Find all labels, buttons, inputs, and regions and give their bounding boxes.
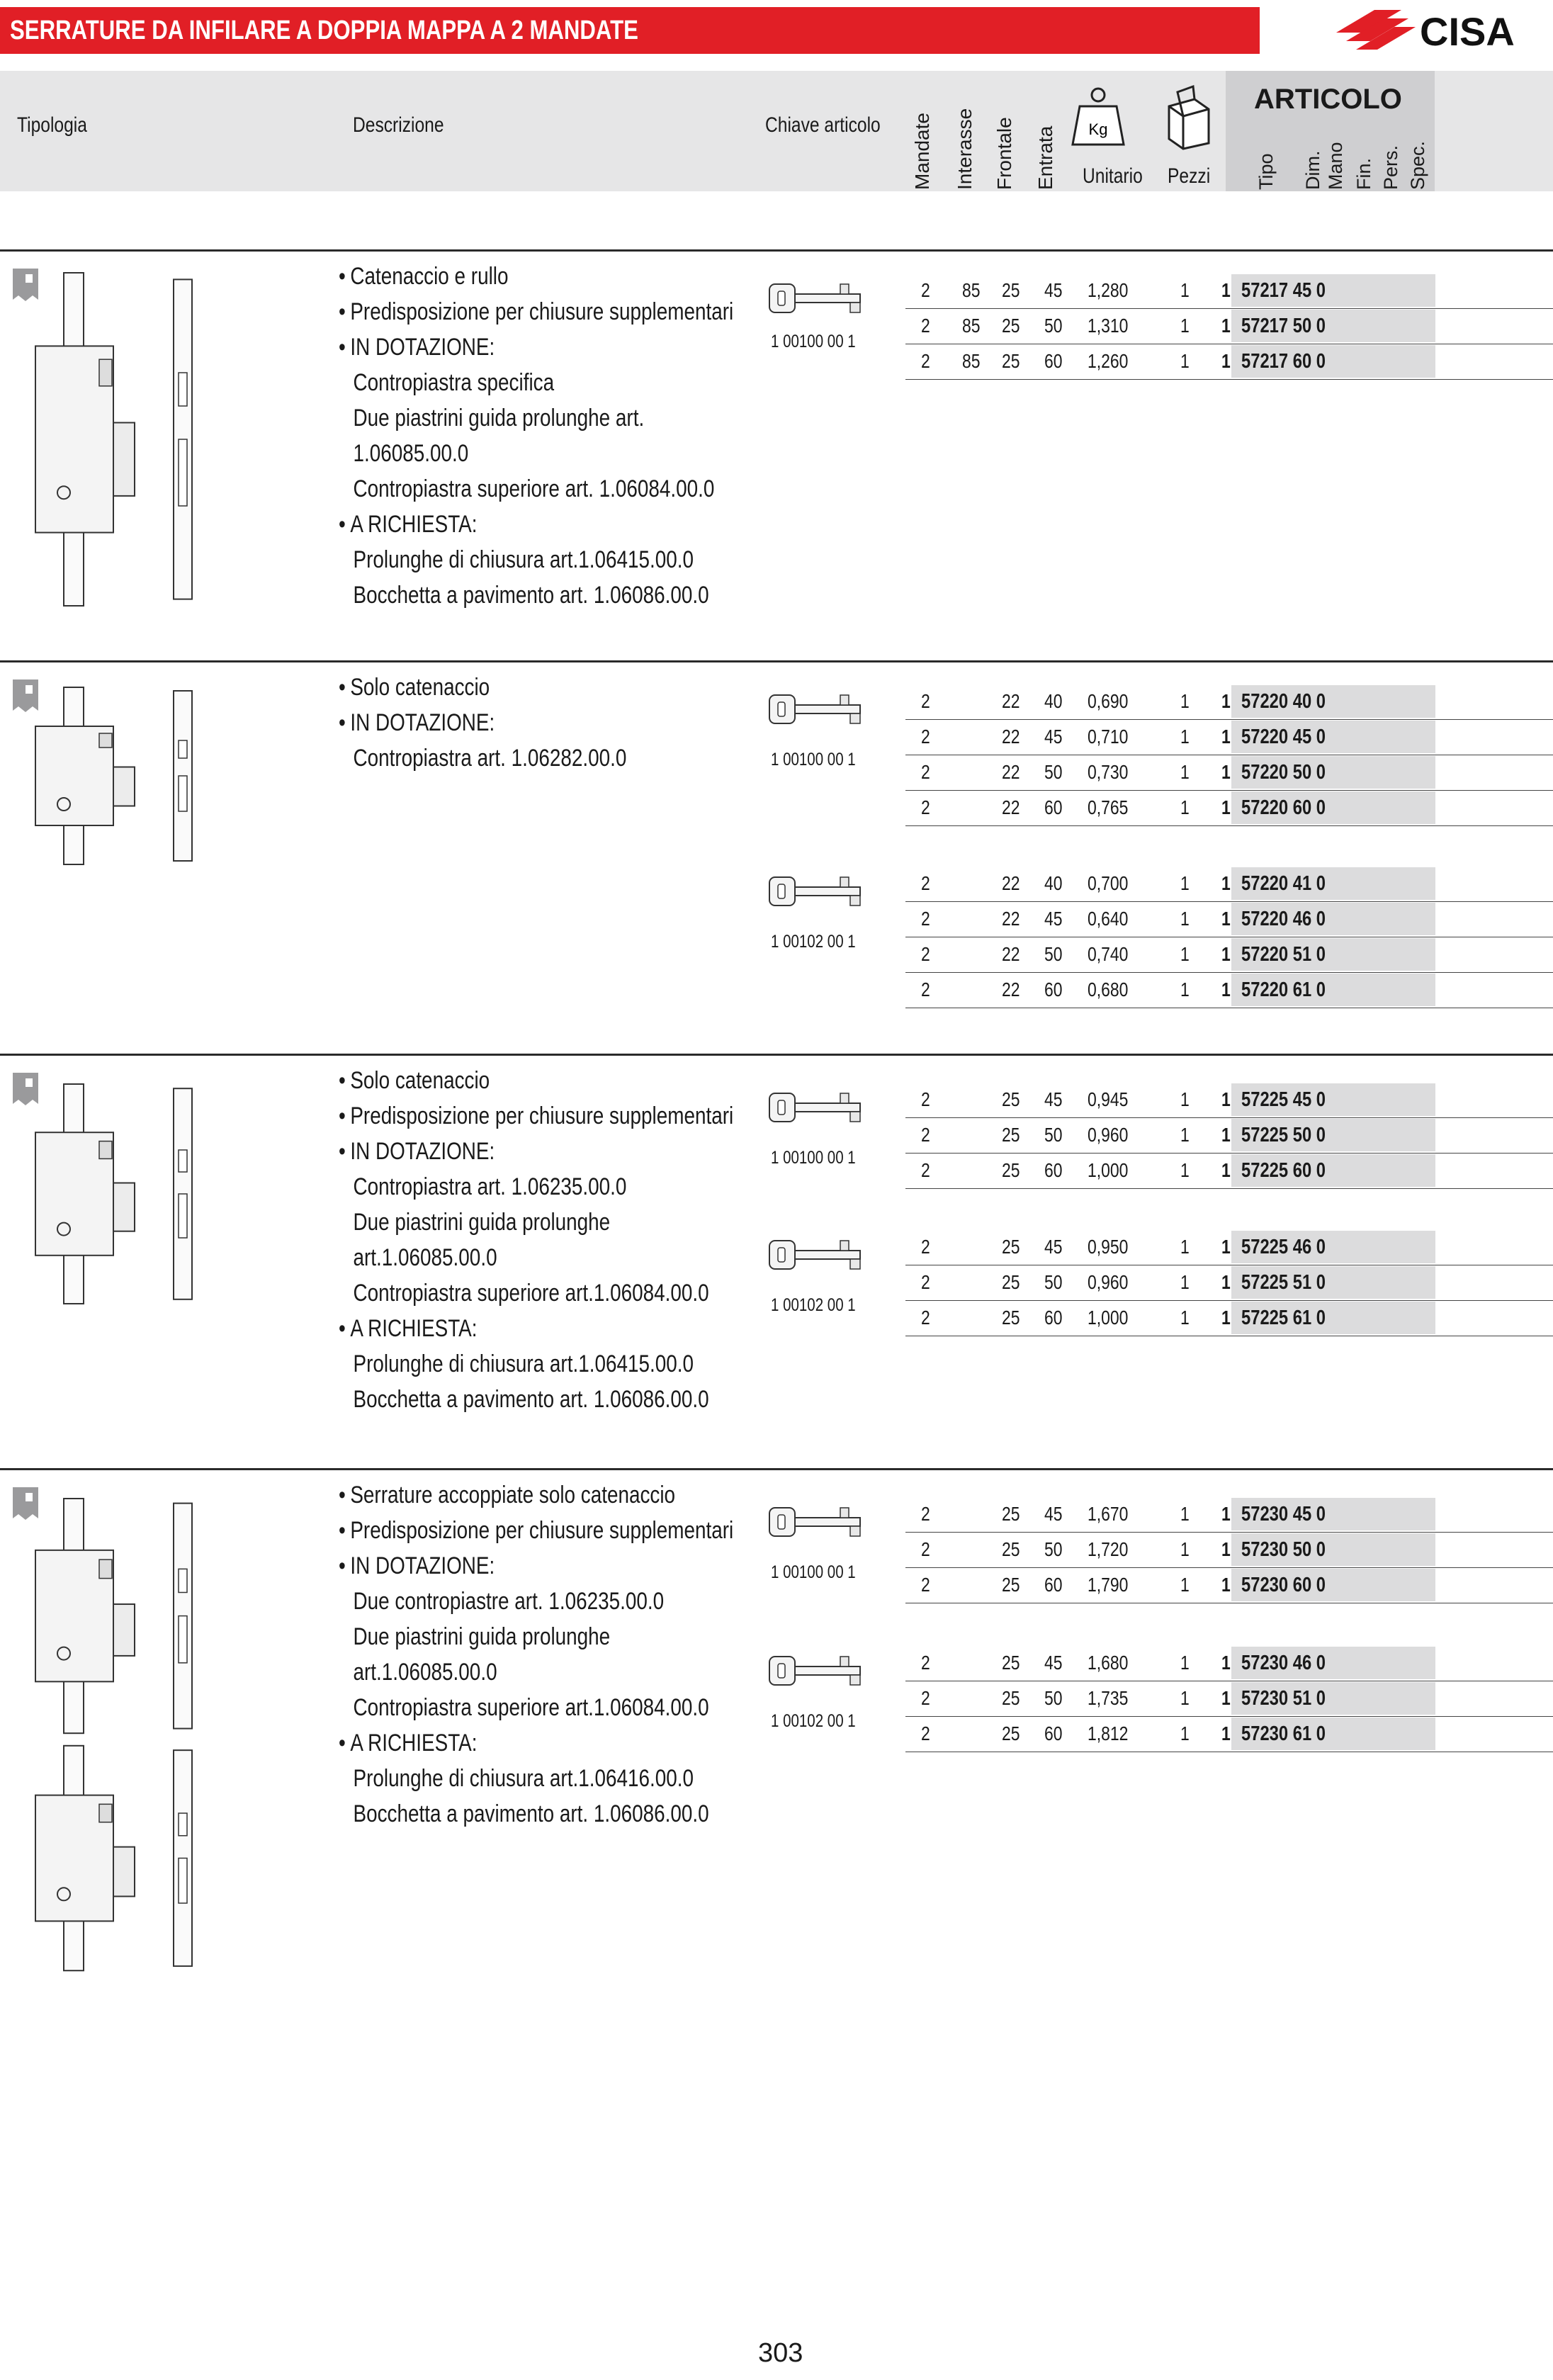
article-code: 57220 60 0 bbox=[1241, 796, 1326, 819]
table-cell: 25 bbox=[1002, 279, 1020, 301]
table-cell: 1 bbox=[1180, 943, 1190, 965]
table-cell: 1 bbox=[1180, 315, 1190, 337]
article-code: 57230 46 0 bbox=[1241, 1652, 1326, 1674]
page-title: SERRATURE DA INFILARE A DOPPIA MAPPA A 2 MANDATE bbox=[10, 16, 638, 45]
col-mandate: Mandate bbox=[911, 113, 933, 190]
table-cell: 1 bbox=[1180, 1687, 1190, 1709]
row-rule bbox=[905, 1188, 1553, 1189]
table-cell: 1 bbox=[1221, 1088, 1231, 1110]
key-icon bbox=[767, 1089, 873, 1126]
table-cell: 2 bbox=[921, 796, 930, 818]
description-line: Contropiastra superiore art.1.06084.00.0 bbox=[353, 1694, 709, 1721]
table-cell: 1 bbox=[1221, 1271, 1231, 1293]
article-code: 57220 51 0 bbox=[1241, 943, 1326, 966]
section-divider bbox=[0, 660, 1553, 662]
table-cell: 0,765 bbox=[1088, 796, 1129, 818]
table-cell: 22 bbox=[1002, 690, 1020, 712]
table-cell: 1 bbox=[1221, 1652, 1231, 1674]
table-cell: 50 bbox=[1044, 315, 1063, 337]
description-line: • IN DOTAZIONE: bbox=[339, 705, 529, 740]
col-interasse: Interasse bbox=[954, 108, 976, 190]
description-line: 1.06085.00.0 bbox=[353, 440, 469, 467]
table-cell: 2 bbox=[921, 943, 930, 965]
table-cell: 1 bbox=[1221, 690, 1231, 712]
table-cell: 2 bbox=[921, 1722, 930, 1744]
table-cell: 1 bbox=[1221, 1307, 1231, 1329]
table-cell: 1 bbox=[1221, 726, 1231, 748]
articolo-label: ARTICOLO bbox=[1254, 84, 1402, 115]
table-cell: 22 bbox=[1002, 908, 1020, 930]
table-cell: 25 bbox=[1002, 1652, 1020, 1674]
table-cell: 25 bbox=[1002, 1687, 1020, 1709]
description-line: Bocchetta a pavimento art. 1.06086.00.0 bbox=[353, 1800, 709, 1827]
description-line: • Solo catenaccio bbox=[339, 1063, 523, 1098]
table-cell: 1,680 bbox=[1088, 1652, 1129, 1674]
col-chiave: Chiave articolo bbox=[765, 113, 881, 137]
table-cell: 1 bbox=[1221, 1159, 1231, 1181]
article-code: 57220 46 0 bbox=[1241, 908, 1326, 930]
table-cell: 1,735 bbox=[1088, 1687, 1129, 1709]
col-entrata: Entrata bbox=[1034, 125, 1056, 190]
svg-text:Kg: Kg bbox=[1088, 120, 1108, 138]
table-cell: 1 bbox=[1221, 1687, 1231, 1709]
table-cell: 2 bbox=[921, 1307, 930, 1329]
table-cell: 1,310 bbox=[1088, 315, 1129, 337]
table-cell: 1 bbox=[1221, 761, 1231, 783]
table-cell: 1 bbox=[1180, 761, 1190, 783]
table-cell: 25 bbox=[1002, 1503, 1020, 1525]
table-cell: 1 bbox=[1221, 908, 1231, 930]
table-cell: 1 bbox=[1221, 978, 1231, 1000]
article-code: 57217 50 0 bbox=[1241, 315, 1326, 337]
weight-icon bbox=[1070, 82, 1126, 150]
article-code: 57230 51 0 bbox=[1241, 1687, 1326, 1710]
table-cell: 1 bbox=[1180, 1722, 1190, 1744]
table-cell: 2 bbox=[921, 872, 930, 894]
box-icon bbox=[1162, 81, 1216, 152]
table-cell: 0,690 bbox=[1088, 690, 1129, 712]
table-cell: 45 bbox=[1044, 1088, 1063, 1110]
table-cell: 40 bbox=[1044, 690, 1063, 712]
table-cell: 40 bbox=[1044, 872, 1063, 894]
svg-text:CISA: CISA bbox=[1420, 9, 1515, 54]
key-icon bbox=[767, 691, 873, 728]
description-line: • Predisposizione per chiusure supplementari bbox=[339, 294, 820, 329]
table-cell: 2 bbox=[921, 350, 930, 372]
table-cell: 25 bbox=[1002, 1574, 1020, 1596]
col-dim: Dim. bbox=[1302, 150, 1323, 190]
table-cell: 45 bbox=[1044, 1503, 1063, 1525]
table-cell: 85 bbox=[962, 279, 981, 301]
description-line: Bocchetta a pavimento art. 1.06086.00.0 bbox=[353, 1386, 709, 1413]
description-line: Due piastrini guida prolunghe bbox=[353, 1623, 611, 1650]
table-cell: 25 bbox=[1002, 315, 1020, 337]
article-code: 57220 40 0 bbox=[1241, 690, 1326, 713]
description-line: Contropiastra specifica bbox=[353, 369, 555, 396]
table-cell: 25 bbox=[1002, 1271, 1020, 1293]
page-number: 303 bbox=[758, 2338, 803, 2368]
table-cell: 50 bbox=[1044, 1538, 1063, 1560]
description-line: • IN DOTAZIONE: bbox=[339, 1548, 529, 1584]
table-cell: 1 bbox=[1221, 1503, 1231, 1525]
table-cell: 0,740 bbox=[1088, 943, 1129, 965]
description-line: • A RICHIESTA: bbox=[339, 507, 507, 542]
table-cell: 2 bbox=[921, 726, 930, 748]
table-cell: 25 bbox=[1002, 1159, 1020, 1181]
table-cell: 0,710 bbox=[1088, 726, 1129, 748]
description-line: Contropiastra superiore art.1.06084.00.0 bbox=[353, 1280, 709, 1307]
key-code: 1 00102 00 1 bbox=[771, 932, 856, 952]
table-cell: 25 bbox=[1002, 1538, 1020, 1560]
table-cell: 1 bbox=[1180, 350, 1190, 372]
table-cell: 25 bbox=[1002, 1088, 1020, 1110]
description-line: Bocchetta a pavimento art. 1.06086.00.0 bbox=[353, 582, 709, 609]
article-code: 57230 50 0 bbox=[1241, 1538, 1326, 1561]
table-cell: 22 bbox=[1002, 796, 1020, 818]
description-line: • Predisposizione per chiusure supplementari bbox=[339, 1513, 820, 1548]
table-cell: 2 bbox=[921, 1088, 930, 1110]
table-cell: 45 bbox=[1044, 1652, 1063, 1674]
table-cell: 50 bbox=[1044, 943, 1063, 965]
section-divider bbox=[0, 1468, 1553, 1470]
table-cell: 2 bbox=[921, 1574, 930, 1596]
description-line: Prolunghe di chiusura art.1.06416.00.0 bbox=[353, 1765, 694, 1792]
row-rule bbox=[905, 825, 1553, 826]
description-line: Prolunghe di chiusura art.1.06415.00.0 bbox=[353, 1350, 694, 1377]
description-line: Contropiastra superiore art. 1.06084.00.0 bbox=[353, 475, 715, 502]
table-cell: 1 bbox=[1221, 1574, 1231, 1596]
table-cell: 2 bbox=[921, 1236, 930, 1258]
table-cell: 1,000 bbox=[1088, 1159, 1129, 1181]
table-cell: 22 bbox=[1002, 943, 1020, 965]
table-cell: 1 bbox=[1180, 1124, 1190, 1146]
table-cell: 22 bbox=[1002, 872, 1020, 894]
table-cell: 50 bbox=[1044, 1271, 1063, 1293]
article-code: 57230 45 0 bbox=[1241, 1503, 1326, 1525]
description-line: art.1.06085.00.0 bbox=[353, 1244, 497, 1271]
key-icon bbox=[767, 1504, 873, 1540]
table-cell: 2 bbox=[921, 978, 930, 1000]
table-cell: 1 bbox=[1221, 315, 1231, 337]
table-cell: 2 bbox=[921, 315, 930, 337]
key-code: 1 00100 00 1 bbox=[771, 1148, 856, 1168]
table-cell: 1 bbox=[1180, 1574, 1190, 1596]
description-line: Due piastrini guida prolunghe bbox=[353, 1209, 611, 1236]
table-cell: 1 bbox=[1180, 1088, 1190, 1110]
table-cell: 45 bbox=[1044, 279, 1063, 301]
description-line: • Catenaccio e rullo bbox=[339, 259, 546, 294]
article-code: 57225 46 0 bbox=[1241, 1236, 1326, 1258]
key-icon bbox=[767, 1652, 873, 1689]
table-cell: 1,790 bbox=[1088, 1574, 1129, 1596]
table-cell: 60 bbox=[1044, 1574, 1063, 1596]
table-cell: 1 bbox=[1180, 1652, 1190, 1674]
table-cell: 50 bbox=[1044, 1124, 1063, 1146]
col-spec: Spec. bbox=[1407, 140, 1428, 190]
table-cell: 1,000 bbox=[1088, 1307, 1129, 1329]
lock-illustration bbox=[28, 680, 241, 872]
article-code: 57220 61 0 bbox=[1241, 978, 1326, 1001]
table-cell: 1 bbox=[1180, 1307, 1190, 1329]
key-code: 1 00100 00 1 bbox=[771, 332, 856, 351]
col-pezzi: Pezzi bbox=[1168, 164, 1211, 188]
table-cell: 22 bbox=[1002, 726, 1020, 748]
table-cell: 2 bbox=[921, 279, 930, 301]
article-code: 57217 45 0 bbox=[1241, 279, 1326, 302]
col-descrizione: Descrizione bbox=[353, 113, 444, 137]
table-cell: 1,260 bbox=[1088, 350, 1129, 372]
article-code: 57225 51 0 bbox=[1241, 1271, 1326, 1294]
article-code: 57230 61 0 bbox=[1241, 1722, 1326, 1745]
table-cell: 22 bbox=[1002, 761, 1020, 783]
article-code: 57225 60 0 bbox=[1241, 1159, 1326, 1182]
col-pers: Pers. bbox=[1380, 145, 1401, 190]
table-cell: 0,640 bbox=[1088, 908, 1129, 930]
table-cell: 1 bbox=[1221, 279, 1231, 301]
key-icon bbox=[767, 873, 873, 910]
col-unitario: Unitario bbox=[1083, 164, 1143, 188]
description-line: • A RICHIESTA: bbox=[339, 1725, 507, 1761]
table-cell: 2 bbox=[921, 1652, 930, 1674]
table-cell: 1 bbox=[1180, 1159, 1190, 1181]
table-cell: 1,720 bbox=[1088, 1538, 1129, 1560]
cisa-logo bbox=[1332, 6, 1544, 55]
table-cell: 60 bbox=[1044, 978, 1063, 1000]
table-cell: 60 bbox=[1044, 796, 1063, 818]
table-cell: 85 bbox=[962, 350, 981, 372]
table-cell: 1 bbox=[1180, 978, 1190, 1000]
table-cell: 2 bbox=[921, 1503, 930, 1525]
description-line: • A RICHIESTA: bbox=[339, 1311, 507, 1346]
table-cell: 1,670 bbox=[1088, 1503, 1129, 1525]
table-cell: 1 bbox=[1180, 279, 1190, 301]
key-code: 1 00102 00 1 bbox=[771, 1295, 856, 1315]
article-code: 57225 45 0 bbox=[1241, 1088, 1326, 1111]
table-cell: 1 bbox=[1221, 350, 1231, 372]
table-cell: 60 bbox=[1044, 1307, 1063, 1329]
description-line: Prolunghe di chiusura art.1.06415.00.0 bbox=[353, 546, 694, 573]
table-cell: 45 bbox=[1044, 1236, 1063, 1258]
table-cell: 0,960 bbox=[1088, 1271, 1129, 1293]
col-mano: Mano bbox=[1325, 142, 1346, 190]
table-cell: 22 bbox=[1002, 978, 1020, 1000]
table-cell: 25 bbox=[1002, 1124, 1020, 1146]
table-cell: 2 bbox=[921, 1687, 930, 1709]
table-cell: 1 bbox=[1221, 872, 1231, 894]
table-cell: 2 bbox=[921, 690, 930, 712]
table-cell: 0,730 bbox=[1088, 761, 1129, 783]
lock-illustration bbox=[28, 1491, 241, 1980]
table-cell: 0,960 bbox=[1088, 1124, 1129, 1146]
section-divider bbox=[0, 1054, 1553, 1056]
table-cell: 1 bbox=[1180, 690, 1190, 712]
description-line: • Serrature accoppiate solo catenaccio bbox=[339, 1477, 749, 1513]
row-rule bbox=[905, 379, 1553, 380]
table-cell: 1 bbox=[1180, 1538, 1190, 1560]
key-icon bbox=[767, 280, 873, 317]
table-cell: 2 bbox=[921, 761, 930, 783]
table-cell: 1 bbox=[1180, 1503, 1190, 1525]
table-cell: 1 bbox=[1221, 1538, 1231, 1560]
lock-illustration bbox=[28, 1077, 241, 1311]
article-code: 57225 61 0 bbox=[1241, 1307, 1326, 1329]
table-cell: 0,700 bbox=[1088, 872, 1129, 894]
key-code: 1 00102 00 1 bbox=[771, 1711, 856, 1731]
table-cell: 1,812 bbox=[1088, 1722, 1129, 1744]
table-cell: 1 bbox=[1221, 1236, 1231, 1258]
key-code: 1 00100 00 1 bbox=[771, 750, 856, 769]
table-cell: 45 bbox=[1044, 726, 1063, 748]
table-cell: 25 bbox=[1002, 350, 1020, 372]
col-tipologia: Tipologia bbox=[17, 113, 87, 137]
section-divider bbox=[0, 249, 1553, 252]
table-cell: 1 bbox=[1180, 1236, 1190, 1258]
table-cell: 2 bbox=[921, 1124, 930, 1146]
description-line: Due contropiastre art. 1.06235.00.0 bbox=[353, 1588, 665, 1615]
table-cell: 0,680 bbox=[1088, 978, 1129, 1000]
table-cell: 2 bbox=[921, 1271, 930, 1293]
description-line: • Predisposizione per chiusure supplementari bbox=[339, 1098, 820, 1134]
description-line: Contropiastra art. 1.06282.00.0 bbox=[353, 745, 627, 772]
table-cell: 25 bbox=[1002, 1307, 1020, 1329]
lock-illustration bbox=[28, 266, 241, 613]
table-cell: 1,280 bbox=[1088, 279, 1129, 301]
table-cell: 1 bbox=[1180, 796, 1190, 818]
description-line: • IN DOTAZIONE: bbox=[339, 329, 529, 365]
table-cell: 2 bbox=[921, 1159, 930, 1181]
table-cell: 85 bbox=[962, 315, 981, 337]
table-cell: 2 bbox=[921, 1538, 930, 1560]
col-fin: Fin. bbox=[1353, 157, 1374, 190]
description-line: • Solo catenaccio bbox=[339, 670, 523, 705]
table-cell: 60 bbox=[1044, 1722, 1063, 1744]
description-line: art.1.06085.00.0 bbox=[353, 1659, 497, 1686]
table-cell: 50 bbox=[1044, 761, 1063, 783]
article-code: 57217 60 0 bbox=[1241, 350, 1326, 373]
key-icon bbox=[767, 1236, 873, 1273]
table-cell: 2 bbox=[921, 908, 930, 930]
table-cell: 60 bbox=[1044, 350, 1063, 372]
col-tipo: Tipo bbox=[1255, 153, 1277, 190]
table-cell: 1 bbox=[1180, 908, 1190, 930]
table-cell: 25 bbox=[1002, 1722, 1020, 1744]
table-cell: 0,950 bbox=[1088, 1236, 1129, 1258]
table-cell: 1 bbox=[1180, 726, 1190, 748]
col-frontale: Frontale bbox=[993, 117, 1015, 190]
article-code: 57230 60 0 bbox=[1241, 1574, 1326, 1596]
table-cell: 60 bbox=[1044, 1159, 1063, 1181]
article-code: 57220 50 0 bbox=[1241, 761, 1326, 784]
table-cell: 1 bbox=[1221, 1124, 1231, 1146]
table-cell: 1 bbox=[1221, 1722, 1231, 1744]
article-code: 57225 50 0 bbox=[1241, 1124, 1326, 1146]
description-line: Contropiastra art. 1.06235.00.0 bbox=[353, 1173, 627, 1200]
table-cell: 1 bbox=[1221, 943, 1231, 965]
table-cell: 1 bbox=[1221, 796, 1231, 818]
table-cell: 50 bbox=[1044, 1687, 1063, 1709]
table-cell: 0,945 bbox=[1088, 1088, 1129, 1110]
table-cell: 25 bbox=[1002, 1236, 1020, 1258]
table-cell: 1 bbox=[1180, 872, 1190, 894]
key-code: 1 00100 00 1 bbox=[771, 1562, 856, 1582]
table-cell: 45 bbox=[1044, 908, 1063, 930]
description-line: • IN DOTAZIONE: bbox=[339, 1134, 529, 1169]
description-line: Due piastrini guida prolunghe art. bbox=[353, 405, 645, 432]
table-cell: 1 bbox=[1180, 1271, 1190, 1293]
article-code: 57220 41 0 bbox=[1241, 872, 1326, 895]
article-code: 57220 45 0 bbox=[1241, 726, 1326, 748]
